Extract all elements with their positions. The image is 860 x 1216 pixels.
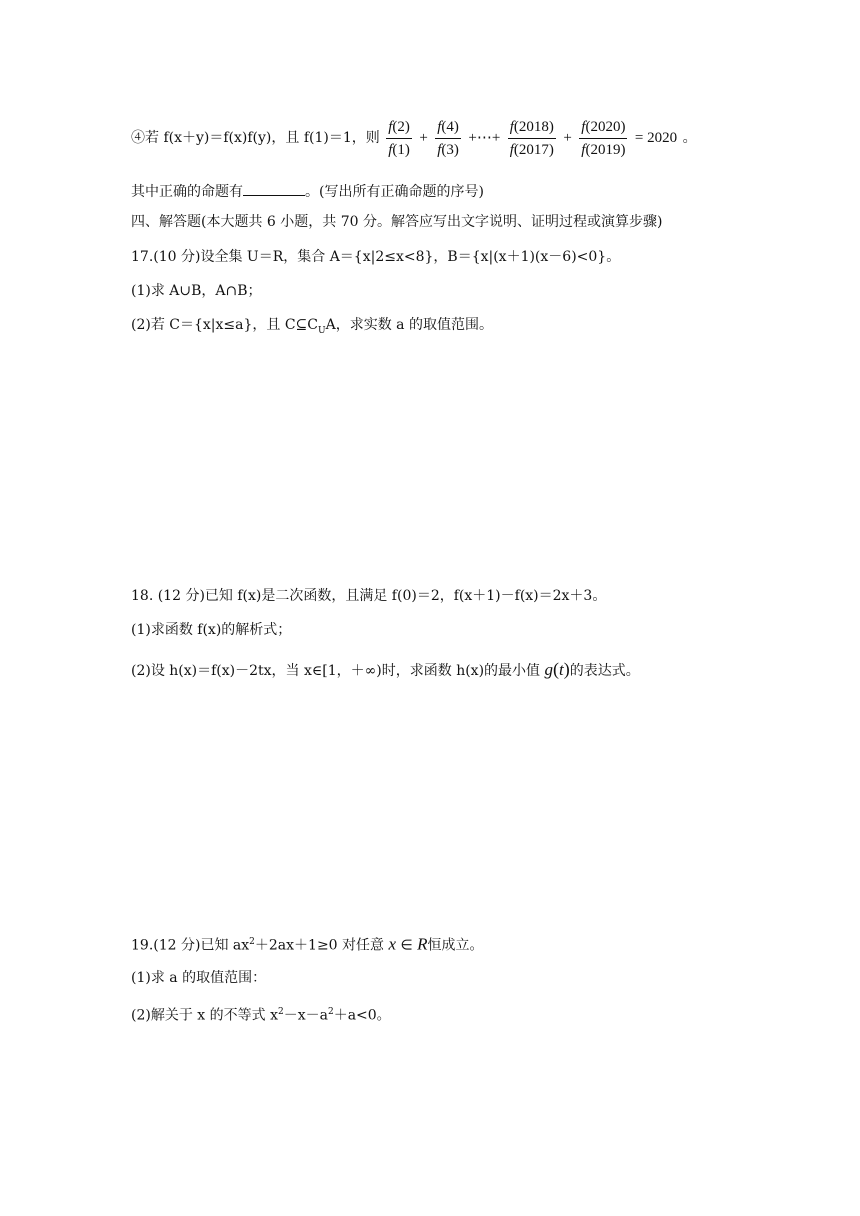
q18-stem: 18. (12 分)已知 f(x)是二次函数，且满足 f(0)＝2，f(x＋1)－f(x)＝2x＋3。 <box>131 588 607 604</box>
fraction-4: $\frac{f(2020)}{f(2019)}$ <box>581 118 626 158</box>
q17-part2: (2)若 C＝{x|x≤a}，且 $C⊆C_UA$，求实数 a 的取值范围。 <box>131 317 493 336</box>
q16-item4-lead: ④若 f(x＋y)＝f(x)f(y)，且 f(1)＝1，则 <box>131 130 380 146</box>
q19-stem: 19.(12 分)已知 $ax^2+2ax+1\ge 0$ 对任意 x ∈ R恒成立。 <box>131 934 484 954</box>
q18-part2: (2)设 h(x)＝f(x)－2tx，当 x∈[1，＋∞)时，求函数 h(x)的最小值 g(t)的表达式。 <box>131 659 640 679</box>
q16-prompt-note: 。(写出所有正确命题的序号) <box>305 184 484 200</box>
q16-item4 <box>131 114 697 162</box>
q16-item4-end: 。 <box>682 130 697 146</box>
q16-prompt <box>131 181 484 202</box>
q16-prompt-text: 其中正确的命题有 <box>131 184 243 200</box>
q19-part1: (1)求 a 的取值范围： <box>131 970 267 986</box>
fraction-1: $\frac{f(2)}{f(1)}$ <box>388 118 410 158</box>
plus-operator: + <box>563 130 572 146</box>
equation-result: = 2020 <box>634 130 678 146</box>
q17-stem: 17.(10 分)设全集 U＝R，集合 A＝{x|2≤x<8}，B＝{x|(x＋1)(x－6)<0}。 <box>131 249 621 265</box>
answer-blank[interactable] <box>243 181 305 196</box>
ellipsis-operator: +⋯+ <box>468 130 501 146</box>
q18-part1: (1)求函数 f(x)的解析式； <box>131 622 292 638</box>
q19-part2: (2)解关于 x 的不等式 $x^2-x-a^2+a<0$。 <box>131 1007 391 1024</box>
section4-heading: 四、解答题(本大题共 6 小题，共 70 分。解答应写出文字说明、证明过程或演算步骤) <box>131 214 663 230</box>
fraction-3: $\frac{f(2018)}{f(2017)}$ <box>509 118 554 158</box>
plus-operator: + <box>419 130 428 146</box>
fraction-2: $\frac{f(4)}{f(3)}$ <box>437 118 459 158</box>
q17-part1: (1)求 A∪B，A∩B； <box>131 283 262 299</box>
